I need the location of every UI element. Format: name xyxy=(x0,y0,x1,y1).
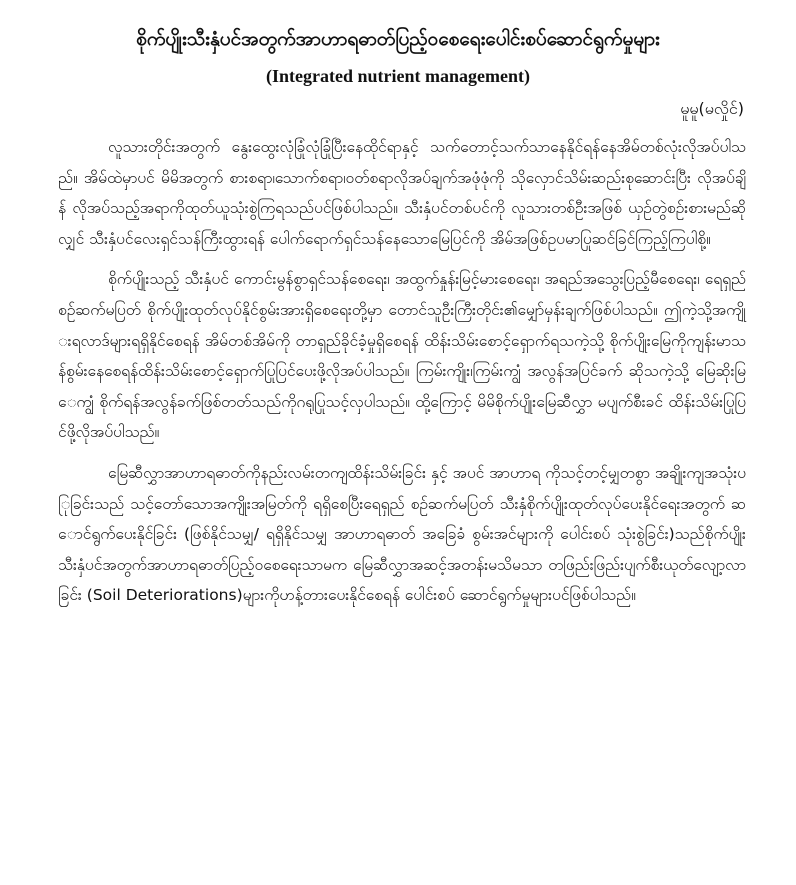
document-title: စိုက်ပျိုးသီးနှံပင်အတွက်အာဟာရဓာတ်ပြည့်ဝစေရေးပေါင်းစပ်ဆောင်ရွက်မှုများ xyxy=(136,28,660,50)
document-author: မူမူ(မလှိုင်) xyxy=(680,99,744,118)
paragraph-2: စိုက်ပျိုးသည့် သီးနှံပင် ကောင်းမွန်စွာရှင်သန်စေရေး၊ အထွက်နှုန်းမြင့်မားစေရေး၊ အရည်အသွေးပြည့်မီစေရေး၊ ရေရှည်စဉ်ဆက်မပြတ် စိုက်ပျိုးထုတ်လုပ်နိုင်စွမ်းအားရှိစေရေးတို့မှာ တောင်သူဦးကြီးတိုင်း၏မျှော်မှန်းချက်ဖြစ်ပါသည်။ ဤကဲ့သို့အကျိုးရလာဒ်များရရှိနိုင်စေရန် အိမ်တစ်အိမ်ကို တာရှည်ခိုင်ခံ့မှုရှိစေရန် ထိန်းသိမ်းစောင့်ရှောက်ရသကဲ့သို့ စိုက်ပျိုးမြေကိုကျန်းမာသန်စွမ်းနေစေရန်ထိန်းသိမ်းစောင့်ရှောက်ပြုပြင်ပေးဖို့လိုအပ်ပါသည်။ ကြမ်းကျိုး၊ကြမ်းကျွံ အလွန်အပြင်ခက် ဆိုသကဲ့သို့ မြေဆိုးမြေကျွံ စိုက်ရန်အလွန်ခက်ဖြစ်တတ်သည်ကိုဂရုပြုသင့်လှပါသည်။ ထို့ကြောင့် မိမိစိုက်ပျိုးမြေဆီလွှာ မပျက်စီးခင် ထိန်းသိမ်းပြုပြင်ဖို့လိုအပ်ပါသည်။ xyxy=(58,270,746,442)
document-subtitle: (Integrated nutrient management) xyxy=(266,66,530,86)
document-body xyxy=(58,132,746,611)
paragraph-1: လူသားတိုင်းအတွက် နွေးထွေးလုံခြုံလုံခြုံပြီးနေထိုင်ရာနှင့် သက်တောင့်သက်သာနေနိုင်ရန်နေအိမ်တစ်လုံးလိုအပ်ပါသည်။ အိမ်ထဲမှာပင် မိမိအတွက် စားစရာ၊သောက်စရာ၊ဝတ်စရာလိုအပ်ချက်အဖုံဖုံကို သိုလှောင်သိမ်းဆည်းစုဆောင်းပြီး လိုအပ်ချိန် လိုအပ်သည့်အရာကိုထုတ်ယူသုံးစွဲကြရသည်ပင်ဖြစ်ပါသည်။ သီးနှံပင်တစ်ပင်ကို လူသားတစ်ဦးအဖြစ် ယှဉ်တွဲစဉ်းစားမည်ဆိုလျှင် သီးနှံပင်လေးရှင်သန်ကြီးထွားရန် ပေါက်ရောက်ရှင်သန်နေသောမြေပြင်ကို အိမ်အဖြစ်ဥပမာပြုဆင်ခြင်ကြည့်ကြပါစို့။ xyxy=(58,138,746,248)
paragraph-3: မြေဆီလွှာအာဟာရဓာတ်ကိုနည်းလမ်းတကျထိန်းသိမ်းခြင်း နှင့် အပင် အာဟာရ ကိုသင့်တင့်မျှတစွာ အချိုးကျအသုံးပြုခြင်းသည် သင့်တော်သောအကျိုးအမြတ်ကို ရရှိစေပြီးရေရှည် စဉ်ဆက်မပြတ် သီးနှံစိုက်ပျိုးထုတ်လုပ်ပေးနိုင်ရေးအတွက် ဆောင်ရွက်ပေးနိုင်ခြင်း (ဖြစ်နိုင်သမျှ/ ရရှိနိုင်သမျှ အာဟာရဓာတ် အခြေခံ စွမ်းအင်များကို ပေါင်းစပ် သုံးစွဲခြင်း)သည်စိုက်ပျိုးသီးနှံပင်အတွက်အာဟာရဓာတ်ပြည့်ဝစေရေးသာမက မြေဆီလွှာအဆင့်အတန်းမသိမသာ တဖြည်းဖြည်းပျက်စီးယုတ်လျော့လာခြင်း (Soil Deteriorations)များကိုဟန့်တားပေးနိုင်စေရန် ပေါင်းစပ် ဆောင်ရွက်မှုများပင်ဖြစ်ပါသည်။ xyxy=(58,463,746,605)
